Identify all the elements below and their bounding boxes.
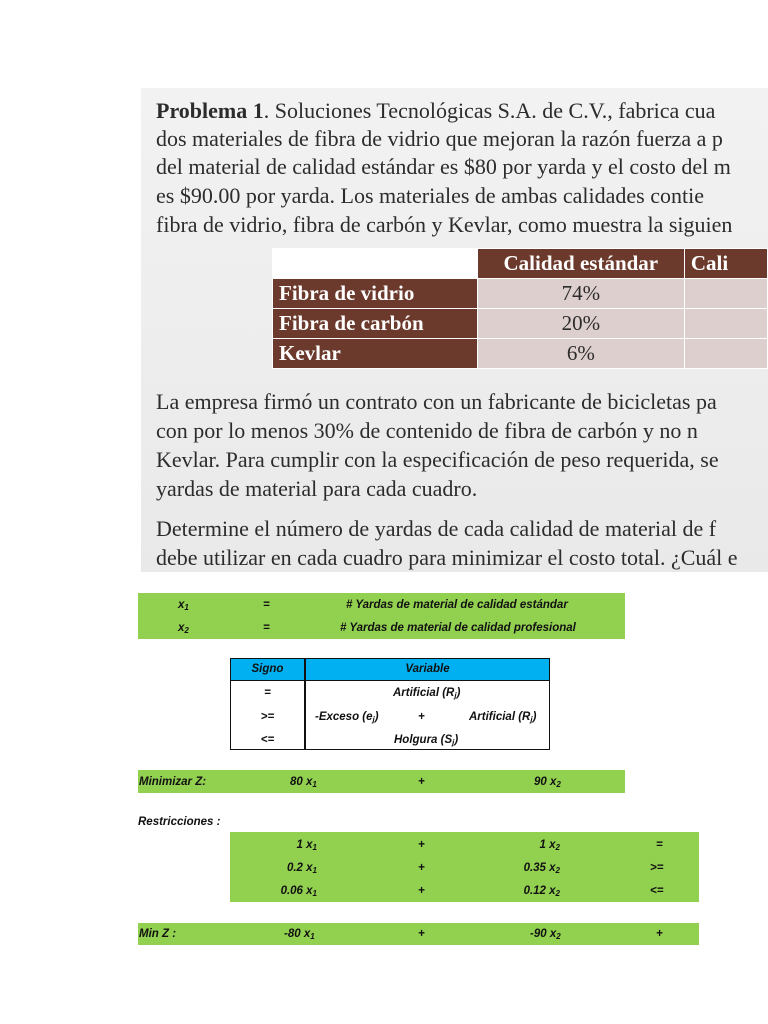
objective-label: Minimizar Z: bbox=[139, 776, 207, 788]
table-row: Fibra de carbón 20% bbox=[273, 309, 768, 339]
min-z-plus-1: + bbox=[418, 928, 425, 940]
min-z-coef-x1: -80 $x_1$ bbox=[284, 928, 315, 941]
var-x1-desc: # Yardas de material de calidad estándar bbox=[346, 599, 568, 611]
problem-line-7: con por lo menos 30% de contenido de fibra de carbón y no n bbox=[156, 418, 698, 443]
objective-row bbox=[138, 770, 625, 793]
header-calidad-profesional: Cali bbox=[684, 249, 767, 279]
header-calidad-estandar: Calidad estándar bbox=[477, 249, 684, 279]
sign-greater-equal: >= bbox=[260, 711, 275, 723]
min-z-coef-x2: -90 $x_2$ bbox=[530, 928, 561, 941]
objective-coef-x1: 80 $x_1$ bbox=[290, 776, 317, 789]
header-variable: Variable bbox=[405, 663, 450, 675]
restriction-1-a: 1 $x_1$ bbox=[296, 839, 317, 852]
restriction-1-plus: + bbox=[418, 839, 425, 851]
restriction-2-a: 0.2 $x_1$ bbox=[286, 862, 317, 875]
header-signo: Signo bbox=[251, 663, 284, 675]
var-x2-eq: = bbox=[263, 622, 270, 634]
objective-plus: + bbox=[418, 776, 425, 788]
restriction-3-sign: <= bbox=[650, 885, 664, 897]
problem-line-6: La empresa firmó un contrato con un fabricante de bicicletas pa bbox=[156, 389, 717, 414]
problem-line-8: Kevlar. Para cumplir con la especificación de peso requerida, se bbox=[156, 447, 719, 472]
min-z-label: Min Z : bbox=[139, 928, 177, 940]
restriction-3-b: 0.12 $x_2$ bbox=[523, 885, 560, 898]
restriction-1-b: 1 $x_2$ bbox=[539, 839, 560, 852]
problem-line-3: del material de calidad estándar es $80 por yarda y el costo del m bbox=[156, 154, 731, 179]
var-exceso: -Exceso $(e_j)$ bbox=[315, 711, 379, 724]
var-holgura: Holgura $(S_j)$ bbox=[394, 734, 459, 747]
sign-equal: = bbox=[264, 687, 271, 699]
problem-line-9: yardas de material para cada cuadro. bbox=[156, 476, 478, 501]
var-plus: + bbox=[418, 711, 425, 723]
min-z-row bbox=[138, 923, 699, 945]
problem-line-11: debe utilizar en cada cuadro para minimizar el costo total. ¿Cuál e bbox=[156, 545, 738, 570]
table-row: Kevlar 6% bbox=[273, 339, 768, 369]
restriction-3-plus: + bbox=[418, 885, 425, 897]
var-x2-name: $x_2$ bbox=[178, 622, 189, 635]
sign-less-equal: <= bbox=[260, 734, 275, 746]
restriction-2-plus: + bbox=[418, 862, 425, 874]
restriction-2-b: 0.35 $x_2$ bbox=[523, 862, 560, 875]
problem-line-4: es $90.00 por yarda. Los materiales de ambas calidades contie bbox=[156, 183, 704, 208]
restrictions-label: Restricciones : bbox=[138, 816, 221, 828]
problem-line-2: dos materiales de fibra de vidrio que mejoran la razón fuerza a p bbox=[156, 126, 723, 151]
var-artificial: Artificial $(R_j)$ bbox=[393, 687, 461, 700]
restrictions-block bbox=[230, 832, 699, 902]
restriction-2-sign: >= bbox=[650, 862, 664, 874]
variables-block bbox=[138, 593, 625, 639]
var-x1-name: $x_1$ bbox=[178, 599, 189, 612]
problem-statement-image bbox=[141, 88, 768, 572]
restriction-1-sign: = bbox=[656, 839, 663, 851]
min-z-plus-2: + bbox=[656, 928, 663, 940]
restriction-3-a: 0.06 $x_1$ bbox=[280, 885, 317, 898]
var-x2-desc: # Yardas de material de calidad profesional bbox=[340, 622, 576, 634]
materials-table bbox=[272, 248, 768, 369]
objective-coef-x2: 90 $x_2$ bbox=[534, 776, 561, 789]
sign-variable-table bbox=[230, 658, 550, 750]
problem-line-1: Problema 1. Soluciones Tecnológicas S.A. de C.V., fabrica cua bbox=[156, 98, 716, 123]
var-artificial-2: Artificial $(R_j)$ bbox=[469, 711, 537, 724]
problem-line-5: fibra de vidrio, fibra de carbón y Kevlar, como muestra la siguien bbox=[156, 212, 733, 237]
problem-line-10: Determine el número de yardas de cada calidad de material de f bbox=[156, 516, 717, 541]
table-row: Fibra de vidrio 74% bbox=[273, 279, 768, 309]
var-x1-eq: = bbox=[263, 599, 270, 611]
